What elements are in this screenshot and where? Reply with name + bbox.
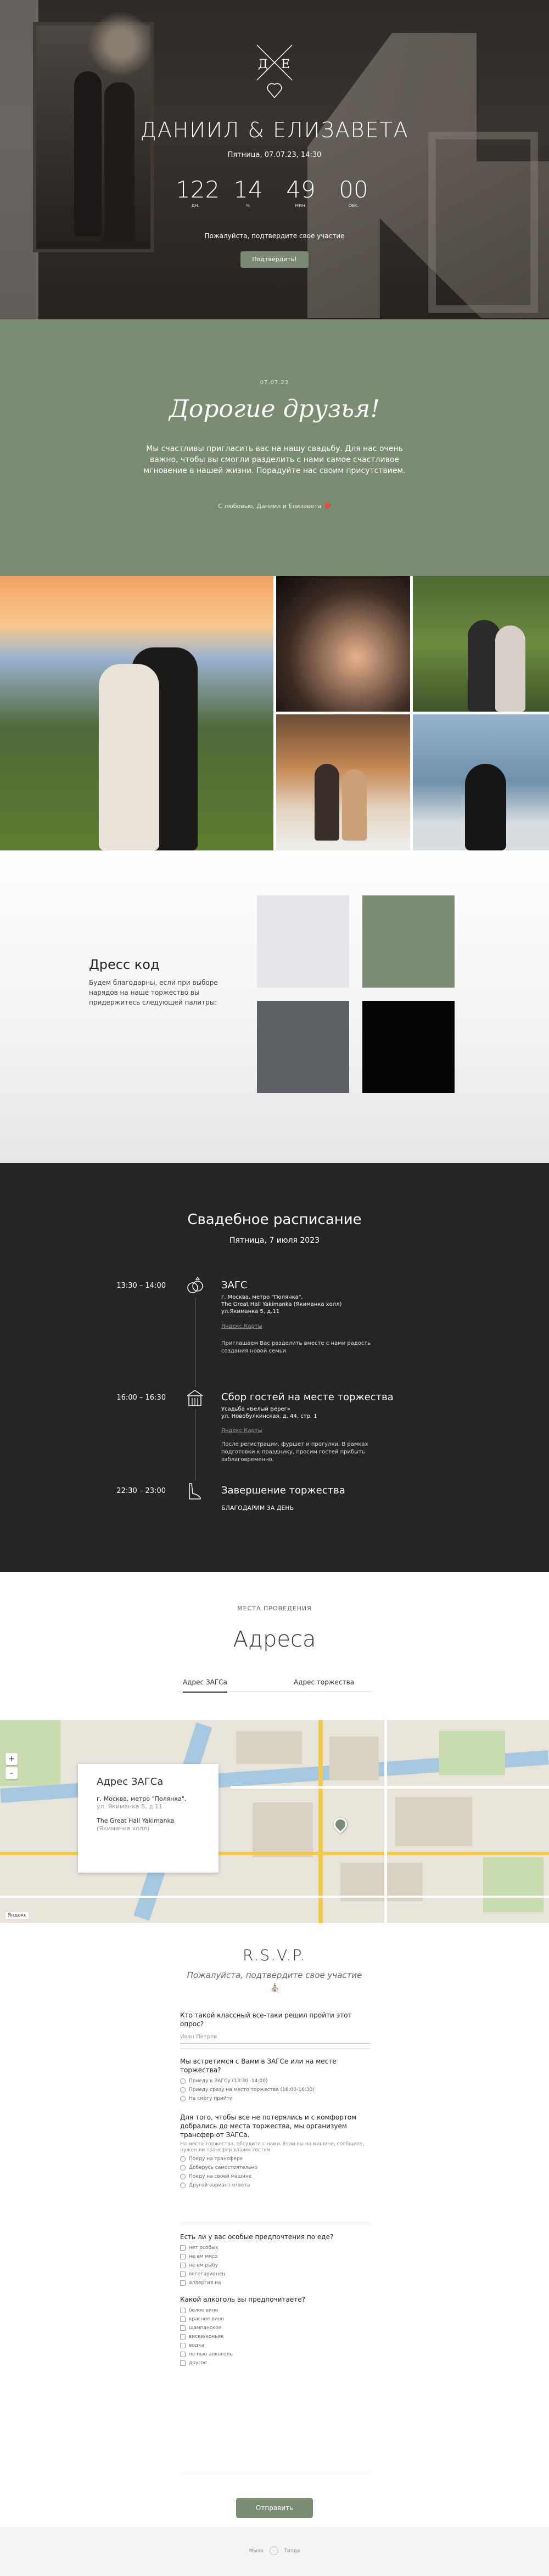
countdown [176,177,373,208]
question-alcohol: Какой алкоголь вы предпочитаете? [180,2296,305,2303]
footer-right[interactable]: Тилда [284,2548,300,2554]
map-attribution[interactable]: Яндекс [5,1912,29,1919]
countdown-label: ч. [245,203,251,208]
checkbox-option[interactable] [180,2271,226,2278]
event-map-link[interactable]: Яндекс.Карты [221,1323,262,1329]
radio-option-label: Поеду на своей машине [189,2174,252,2179]
addresses-title: Адреса [233,1627,316,1652]
radio-option-label: Приеду сразу на место торжества (16:00-16:30) [189,2087,315,2093]
shoe-icon [184,1480,206,1502]
photo-figure [495,625,525,712]
map-road [318,1720,323,1923]
event-title: Сбор гостей на месте торжества [221,1391,394,1403]
tab-celebration[interactable]: Адрес торжества [294,1678,355,1686]
schedule-section [0,1163,549,1572]
checkbox-option[interactable] [180,2280,221,2287]
addresses-kicker: МЕСТА ПРОВЕДЕНИЯ [237,1605,312,1612]
color-swatch [257,1001,349,1093]
dress-code-section [0,850,549,1163]
event-address-line: ул.Якиманка 5, д.11 [221,1309,280,1315]
radio-option-label: Поеду на трансфере [189,2156,243,2162]
checkbox-option[interactable] [180,2316,224,2323]
countdown-value: 122 [176,176,220,203]
address-line: The Great Hall Yakimanka [97,1817,175,1824]
monogram-icon [247,38,302,104]
checkbox-option[interactable] [180,2307,218,2314]
radio-option[interactable] [180,2087,315,2094]
radio-option-label: Другой вариант ответа [189,2183,250,2188]
intro-signature: С любовью, Даниил и Елизавета ❤️ [218,503,331,510]
question-name: Кто такой классный все-таки решил пройти этот опрос? [180,2011,352,2028]
countdown-hours [228,177,268,208]
intro-date: 07.07.23 [260,380,289,386]
gallery-photo-stairs[interactable] [276,714,410,850]
monogram-left: Д [258,58,268,71]
event-title: ЗАГС [221,1279,248,1291]
address-card [78,1764,219,1873]
checkbox-option-label: аллергия на [189,2280,221,2286]
tilda-logo-icon [270,2546,278,2555]
checkbox-option[interactable] [180,2351,232,2358]
footer [0,2527,549,2576]
tab-registry-office[interactable]: Адрес ЗАГСа [183,1678,227,1693]
event-title: Завершение торжества [221,1485,345,1496]
schedule-title: Свадебное расписание [187,1211,362,1228]
radio-option[interactable] [180,2182,250,2189]
checkbox-option-label: водка [189,2343,204,2348]
address-line: (Якиманка холл) [97,1825,150,1832]
divider [180,2048,370,2049]
radio-option-label: Не смогу прийти [189,2096,233,2101]
color-swatch [362,1001,455,1093]
map-block [395,1797,472,1846]
map-road [384,1720,387,1923]
intro-text: Мы счастливы пригласить вас на нашу свадьбу. Для нас очень важно, чтобы вы смогли разделить с нами самое счастливое мгновение в нашей жизни. Порадуйте нас своим присутствием. [143,444,406,475]
event-time: 22:30 – 23:00 [116,1487,166,1495]
addresses-section [0,1572,549,1720]
dress-code-text: Будем благодарны, если при выборе нарядов на наше торжество вы придержитесь следующей палитры: [89,979,218,1006]
map-park [439,1731,505,1775]
countdown-label: мин. [295,203,307,208]
gallery-photo-kiss-sunset[interactable] [0,576,273,850]
event-time: 13:30 – 14:00 [116,1282,166,1290]
event-time: 16:00 – 16:30 [116,1394,166,1402]
countdown-value: 14 [233,176,263,203]
checkbox-option-label: другое [189,2360,208,2366]
radio-option-label: Приеду к ЗАГСу (13:30 -14:00) [189,2078,268,2084]
hero-section [0,0,549,319]
checkbox-option[interactable] [180,2360,207,2367]
photo-figure [99,664,159,850]
question-transfer: Для того, чтобы все не потерялись и с комфортом добрались до места торжества, мы организуем трансфер от ЗАГСа. [180,2113,357,2139]
event-address-line: БЛАГОДАРИМ ЗА ДЕНЬ [221,1504,294,1512]
decor-icon: ⛪ [270,1983,280,1992]
checkbox-option-label: не ем рыбу [189,2263,219,2268]
color-swatch [362,895,455,988]
radio-option-label: Доберусь самостоятельно [189,2165,257,2171]
photo-figure [465,764,506,850]
gallery-photo-park[interactable] [413,576,549,712]
event-address-line: г. Москва, метро "Полянка", [221,1294,303,1300]
event-address [221,1294,386,1315]
gallery-photo-sparklers[interactable] [276,576,410,712]
countdown-label: сек. [348,203,359,208]
zoom-in-button[interactable]: + [5,1753,18,1765]
event-map-link[interactable]: Яндекс.Карты [221,1428,262,1434]
map-road [231,1786,549,1789]
checkbox-option-label: вегетарианец [189,2271,226,2277]
zoom-out-button[interactable]: – [5,1767,18,1779]
question-attendance: Мы встретимся с Вами в ЗАГСе или на месте торжества? [180,2058,337,2074]
gallery-photo-window[interactable] [413,714,549,850]
rings-icon [184,1275,206,1297]
map-park [483,1857,544,1912]
submit-button[interactable]: Отправить [236,2498,313,2518]
checkbox-option-label: не ем мясо [189,2254,218,2259]
checkbox-option-label: красное вино [189,2316,224,2322]
schedule-date: Пятница, 7 июля 2023 [229,1236,320,1245]
radio-option[interactable] [180,2078,267,2085]
address-card-title: Адрес ЗАГСа [97,1776,164,1788]
event-address-line: Усадьба «Белый Берег» [221,1406,290,1412]
radio-option[interactable] [180,2173,251,2180]
hero-title: ДАНИИЛ & ЕЛИЗАВЕТА [140,118,409,142]
checkbox-option[interactable] [180,2325,221,2332]
event-address-line: The Great Hall Yakimanka (Якиманка холл) [221,1301,342,1307]
rsvp-section [0,1923,549,2527]
checkbox-option-label: белое вино [189,2308,219,2313]
hero-rsvp-prompt: Пожалуйста, подтвердите свое участие [204,232,345,240]
radio-option[interactable] [180,2095,233,2102]
map-block [329,1737,379,1780]
dress-code-title: Дресс код [89,957,160,972]
photo-figure [315,764,339,841]
checkbox-option-label: нет особых [189,2245,219,2251]
address-line: ул. Якиманка 5, д.11 [97,1803,163,1810]
checkbox-option[interactable] [180,2245,218,2252]
map[interactable] [0,1720,549,1923]
map-pin-icon[interactable] [331,1815,350,1834]
checkbox-option[interactable] [180,2262,218,2269]
photo-gallery [0,576,549,850]
intro-section [0,319,549,576]
monogram-right: Е [281,58,290,71]
radio-option[interactable] [180,2156,243,2163]
event-address [221,1406,386,1420]
event-description: После регистрации, фуршет и прогулки. В рамках подготовки к празднику, просим гостей прибыть заблаговременно. [221,1441,368,1463]
intro-title: Дорогие друзья! [169,395,380,423]
question-food: Есть ли у вас особые предпочтения по еде? [180,2233,334,2241]
question-note: На место торжества, обсудите с нами. Если вы на машине, сообщите, нужен ли трансфер вашим гостям [180,2141,365,2153]
checkbox-option[interactable] [180,2253,217,2261]
name-input[interactable]: Иван Петров [180,2031,370,2044]
checkbox-option-label: не пью алкоголь [189,2352,233,2357]
event-address [221,1504,386,1512]
hero-date: Пятница, 07.07.23, 14:30 [227,151,322,159]
event-description: Приглашаем Вас разделить вместе с нами радость создания новой семьи [221,1340,371,1354]
map-road [0,1896,549,1898]
color-swatch [257,895,349,988]
footer-left[interactable]: Мыло [249,2548,264,2554]
footer-credits [0,2546,549,2555]
checkbox-option-label: шампанское [189,2325,222,2331]
confirm-button[interactable]: Подтвердить! [240,251,309,268]
checkbox-option[interactable] [180,2333,223,2341]
photo-figure [342,769,367,841]
address-line: г. Москва, метро "Полянка", [97,1795,187,1802]
building-icon [184,1387,206,1409]
event-address-line: ул. Новобулкинская, д. 44, стр. 1 [221,1413,317,1419]
countdown-value: 00 [339,176,368,203]
map-block [253,1802,313,1857]
rsvp-title: R.S.V.P. [243,1946,306,1964]
checkbox-option-label: виски/коньяк [189,2334,224,2340]
countdown-seconds [334,177,373,208]
countdown-label: дн. [191,203,200,208]
countdown-minutes [281,177,321,208]
checkbox-option[interactable] [180,2342,204,2349]
countdown-value: 49 [286,176,316,203]
rsvp-subtitle: Пожалуйста, подтвердите свое участие [187,1970,362,1980]
radio-option[interactable] [180,2164,257,2172]
map-block [236,1731,302,1764]
countdown-days [176,176,220,208]
